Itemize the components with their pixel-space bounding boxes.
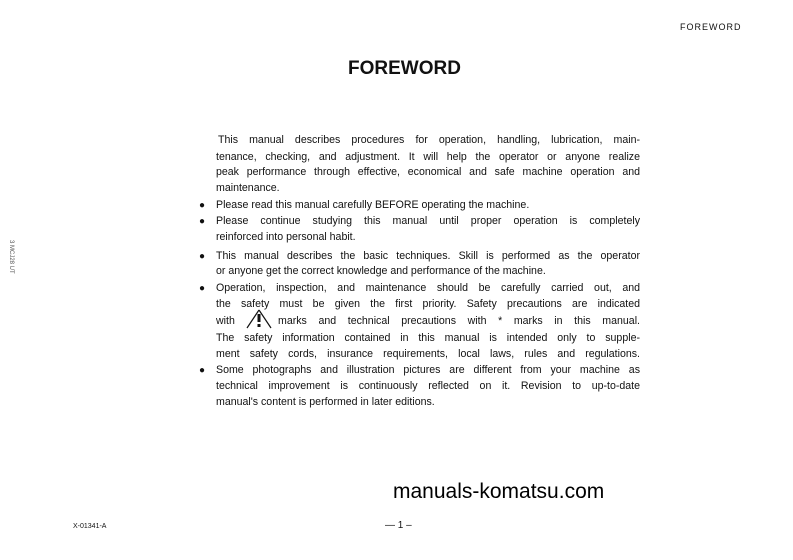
bullet-icon: ●	[199, 200, 206, 211]
bullet-line: Please read this manual carefully BEFORE operating the machine.	[216, 199, 530, 211]
intro-line: This manual describes procedures for operation, handling, lubrication, main-	[218, 134, 640, 146]
bullet-line: Some photographs and illustration pictures are different from your machine as	[216, 364, 640, 376]
bullet-line: marks and technical precautions with * marks in this manual.	[278, 315, 640, 327]
intro-line: tenance, checking, and adjustment. It will help the operator or anyone realize	[216, 151, 640, 163]
bullet-icon: ●	[199, 283, 206, 294]
bullet-line: or anyone get the correct knowledge and performance of the machine.	[216, 265, 546, 277]
margin-mark: 3 MCJ28 UT	[8, 240, 14, 274]
bullet-line: reinforced into personal habit.	[216, 231, 356, 243]
bullet-line: with	[216, 315, 235, 327]
bullet-line: manual's content is performed in later editions.	[216, 396, 435, 408]
bullet-line: This manual describes the basic techniques. Skill is performed as the operator	[216, 250, 640, 262]
page-title: FOREWORD	[348, 58, 461, 79]
bullet-icon: ●	[199, 216, 206, 227]
bullet-line: Operation, inspection, and maintenance should be carefully carried out, and	[216, 282, 640, 294]
running-header: FOREWORD	[680, 22, 742, 32]
page-number: — 1 –	[385, 520, 412, 531]
document-code: X-01341-A	[73, 523, 107, 530]
intro-line: peak performance through effective, economical and safe machine operation and	[216, 166, 640, 178]
safety-alert-icon	[246, 309, 272, 334]
intro-line: maintenance.	[216, 182, 280, 194]
bullet-icon: ●	[199, 251, 206, 262]
bullet-line: ment safety cords, insurance requirements, local laws, rules and regulations.	[216, 348, 640, 360]
bullet-line: Please continue studying this manual until proper operation is completely	[216, 215, 640, 227]
watermark-link[interactable]: manuals-komatsu.com	[393, 480, 605, 503]
bullet-icon: ●	[199, 365, 206, 376]
bullet-line: The safety information contained in this manual is intended only to supple-	[216, 332, 640, 344]
bullet-line: technical improvement is continuously reflected on it. Revision to up-to-date	[216, 380, 640, 392]
bullet-line: the safety must be given the first priority. Safety precautions are indicated	[216, 298, 640, 310]
